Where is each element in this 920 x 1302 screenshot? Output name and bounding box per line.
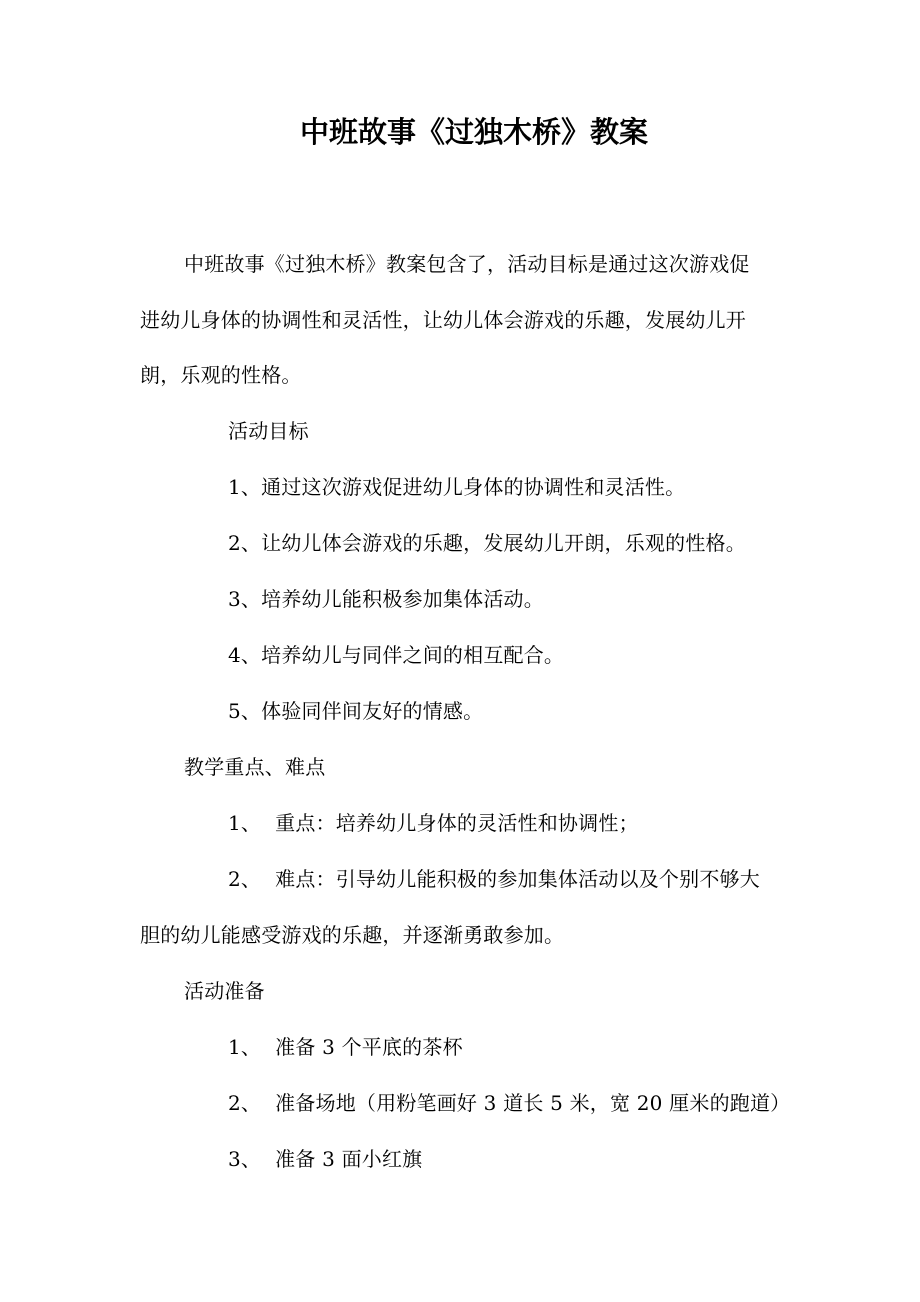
preparation-2-text: 准备场地（用粉笔画好 3 道长 5 米，宽 20 厘米的跑道） <box>275 1091 791 1115</box>
preparation-2-number: 2、 <box>228 1091 262 1115</box>
key-point-2-text-line-1: 难点：引导幼儿能积极的参加集体活动以及个别不够大 <box>275 867 760 891</box>
intro-line-1: 中班故事《过独木桥》教案包含了，活动目标是通过这次游戏促 <box>184 252 750 276</box>
preparation-1-number: 1、 <box>228 1035 262 1059</box>
preparation-item-2 <box>228 1088 790 1118</box>
key-point-1-text: 重点：培养幼儿身体的灵活性和协调性； <box>275 811 639 835</box>
goal-item-1: 1、通过这次游戏促进幼儿身体的协调性和灵活性。 <box>228 475 686 499</box>
goal-item-5: 5、体验同伴间友好的情感。 <box>228 699 484 723</box>
key-point-item-1 <box>228 808 639 838</box>
goal-item-3: 3、培养幼儿能积极参加集体活动。 <box>228 587 544 611</box>
key-point-item-2 <box>228 864 760 894</box>
key-point-2-text-line-2: 胆的幼儿能感受游戏的乐趣，并逐渐勇敢参加。 <box>140 923 565 947</box>
intro-line-2: 进幼儿身体的协调性和灵活性，让幼儿体会游戏的乐趣，发展幼儿开 <box>140 308 746 332</box>
document-title: 中班故事《过独木桥》教案 <box>300 115 649 149</box>
goal-item-2: 2、让幼儿体会游戏的乐趣，发展幼儿开朗，乐观的性格。 <box>228 531 746 555</box>
goals-heading: 活动目标 <box>228 419 309 443</box>
preparation-3-text: 准备 3 面小红旗 <box>275 1147 423 1171</box>
intro-line-3: 朗，乐观的性格。 <box>140 363 302 387</box>
key-point-2-number: 2、 <box>228 867 262 891</box>
preparation-heading: 活动准备 <box>184 979 265 1003</box>
preparation-item-1 <box>228 1032 463 1062</box>
key-points-heading: 教学重点、难点 <box>184 755 326 779</box>
preparation-item-3 <box>228 1144 422 1174</box>
key-point-1-number: 1、 <box>228 811 262 835</box>
goal-item-4: 4、培养幼儿与同伴之间的相互配合。 <box>228 643 565 667</box>
preparation-1-text: 准备 3 个平底的茶杯 <box>275 1035 463 1059</box>
preparation-3-number: 3、 <box>228 1147 262 1171</box>
